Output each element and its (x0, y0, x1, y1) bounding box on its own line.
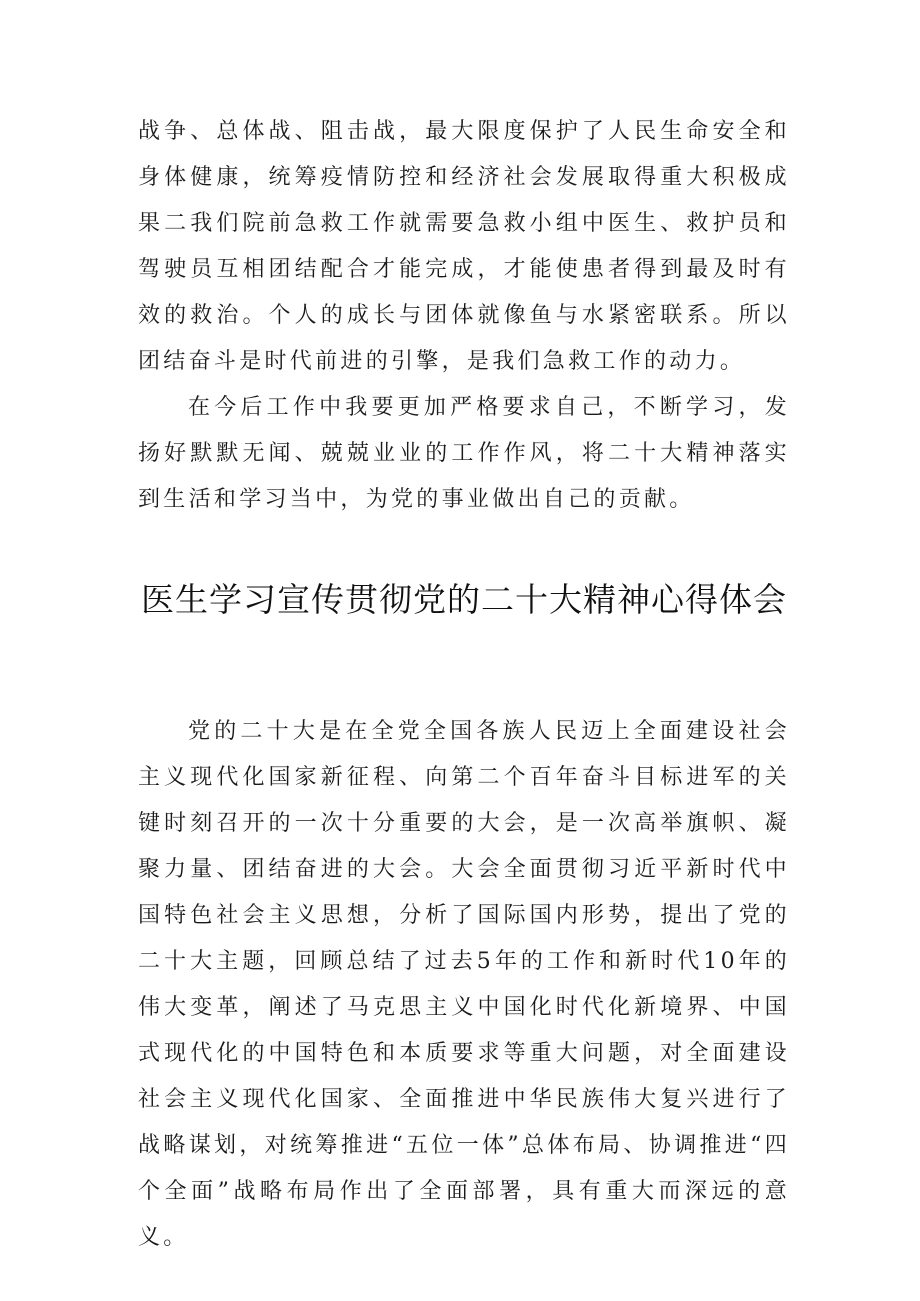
body-paragraph: 战争、总体战、阻击战，最大限度保护了人民生命安全和身体健康，统筹疫情防控和经济社会发展取得重大积极成果二我们院前急救工作就需要急救小组中医生、救护员和驾驶员互相团结配合才能完成，才能使患者得到最及时有效的救治。个人的成长与团体就像鱼与水紧密联系。所以团结奋斗是时代前进的引擎，是我们急救工作的动力。 (138, 119, 790, 374)
section-title: 医生学习宣传贯彻党的二十大精神心得体会 (141, 580, 787, 619)
body-paragraph: 党的二十大是在全党全国各族人民迈上全面建设社会主义现代化国家新征程、向第二个百年奋斗目标进军的关键时刻召开的一次十分重要的大会，是一次高举旗帜、凝聚力量、团结奋进的大会。大会全面贯彻习近平新时代中国特色社会主义思想，分析了国际国内形势，提出了党的二十大主题，回顾总结了过去5年的工作和新时代10年的伟大变革，阐述了马克思主义中国化时代化新境界、中国式现代化的中国特色和本质要求等重大问题，对全面建设社会主义现代化国家、全面推进中华民族伟大复兴进行了战略谋划，对统筹推进“五位一体”总体布局、协调推进“四个全面”战略布局作出了全面部署，具有重大而深远的意义。 (138, 719, 790, 1250)
body-paragraph: 在今后工作中我要更加严格要求自己，不断学习，发扬好默默无闻、兢兢业业的工作作风，将二十大精神落实到生活和学习当中，为党的事业做出自己的贡献。 (138, 395, 790, 512)
